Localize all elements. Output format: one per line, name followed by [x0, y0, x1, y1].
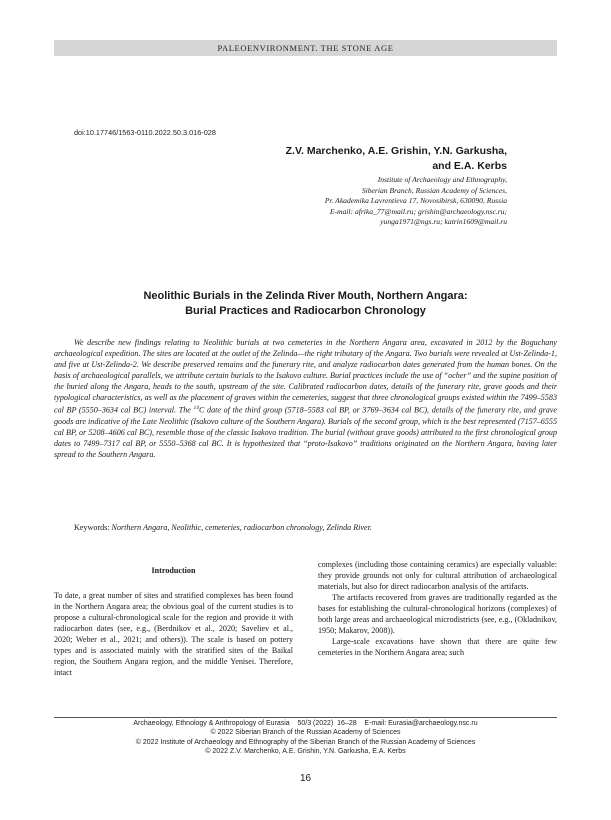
page-number: 16 [299, 773, 312, 784]
keywords-values: Northern Angara, Neolithic, cemeteries, radiocarbon chronology, Zelinda River. [111, 523, 372, 532]
abstract-part-2: C date of the third group (5718–5583 cal BP, or 3769–3634 cal BC), details of the funerary rite, and grave goods are indicative of the Late Neolithic (Isakovo culture of the Southern Angara). Burials of the second group, which is the best represented (7157–6555 cal BP, or 5208–4606 cal BC), resemble those of the classic Isakovo tradition. The burial (without grave goods) attributed to the first chronological group dates to 7499–7317 cal BP, or 5550–5368 cal BC. It is hypothesized that “proto-Isakovo” traditions originated on the Northern Angara, having later spread to the Southern Angara. [54, 405, 557, 459]
affiliation-email-line: yunga1971@ngs.ru; katrin1609@mail.ru [380, 217, 507, 226]
body-left-column [54, 559, 293, 678]
affiliation-line: Institute of Archaeology and Ethnography, [377, 175, 507, 184]
affiliation-line: Siberian Branch, Russian Academy of Sciences, [361, 185, 507, 195]
doi: doi:10.17746/1563-0110.2022.50.3.016-028 [74, 128, 216, 137]
affiliation-line: Pr. Akademika Lavrentieva 17, Novosibirsk, 630090, Russia [324, 196, 507, 205]
footer-journal-line: Archaeology, Ethnology & Anthropology of Eurasia 50/3 (2022) 16–28 E-mail: Eurasia@archaeology.nsc.ru [133, 720, 478, 727]
affiliation-email-line: E-mail: afrika_77@mail.ru; grishin@archaeology.nsc.ru; [329, 206, 507, 216]
footer-divider [54, 717, 557, 718]
body-right-column [318, 559, 557, 658]
keywords-label: Keywords: [74, 523, 112, 532]
keywords [74, 522, 557, 533]
body-paragraph: The artifacts recovered from graves are traditionally regarded as the bases for establishing the cultural-chronological horizons (complexes) of both large areas and archaeological microdistricts (see, e.g., (Okladnikov, 1950; Makarov, 2008)). [318, 593, 557, 635]
body-paragraph: To date, a great number of sites and stratified complexes has been found in the Northern Angara area; the obvious goal of the current studies is to propose a cultural-chronological scale for the region and provide it with radiocarbon dates (see, e.g., (Berdnikov et al., 2020; Saveliev et al., 2020; Weber et al., 2021; and others)). The scale is based on pottery types and is associated mainly with the stratified sites of the Baikal region, the Southern Angara region, and the middle Yenisei. Therefore, intact [54, 591, 293, 677]
abstract-superscript: 14 [193, 405, 199, 411]
authors-line-1: Z.V. Marchenko, A.E. Grishin, Y.N. Garkusha, [285, 145, 507, 157]
authors-line-2: and E.A. Kerbs [432, 160, 507, 172]
title-line-1: Neolithic Burials in the Zelinda River Mouth, Northern Angara: [143, 290, 468, 302]
authors [250, 144, 507, 174]
article-title [54, 289, 557, 319]
section-heading-introduction: Introduction [151, 566, 196, 575]
affiliation [250, 175, 507, 228]
running-header: PALEOENVIRONMENT. THE STONE AGE [54, 40, 557, 56]
title-line-2: Burial Practices and Radiocarbon Chronology [185, 305, 426, 317]
abstract [54, 337, 557, 460]
footer [54, 719, 557, 757]
abstract-part-1: We describe new findings relating to Neolithic burials at two cemeteries in the Northern Angara area, excavated in 2012 by the Boguchany archaeological expedition. The sites are located at the outlet of the Zelinda—the right tributary of the Angara. Two burials were revealed at Ust-Zelinda-1, and five at Ust-Zelinda-2. We describe preserved remains and the funerary rite, and analyze radiocarbon dates generated from the human bones. On the basis of archaeological parallels, we attribute certain burials to the Isakovo culture. Burial practices include the use of “ocher” and the supine position of the buried along the Angara, heads to the south, upstream of the site. Calibrated radiocarbon dates, details of the funerary rite, grave goods and their typological characteristics, as well as the placement of graves within the cemeteries, suggest that three chronological groups existed within the 7499–5583 cal BP (5550–3634 cal BC) interval. The [54, 338, 557, 415]
body-paragraph: Large-scale excavations have shown that there are quite few cemeteries in the Northern Angara area; such [318, 637, 557, 657]
footer-copyright-line: © 2022 Institute of Archaeology and Ethnography of the Siberian Branch of the Russian Academy of Sciences [135, 738, 476, 746]
footer-copyright-line: © 2022 Z.V. Marchenko, A.E. Grishin, Y.N. Garkusha, E.A. Kerbs [205, 748, 406, 756]
footer-copyright-line: © 2022 Siberian Branch of the Russian Academy of Sciences [210, 729, 401, 737]
body-paragraph: complexes (including those containing ceramics) are especially valuable: they provide grounds not only for cultural attribution of archaeological materials, but also for direct radiocarbon analysis of the artifacts. [318, 560, 557, 591]
